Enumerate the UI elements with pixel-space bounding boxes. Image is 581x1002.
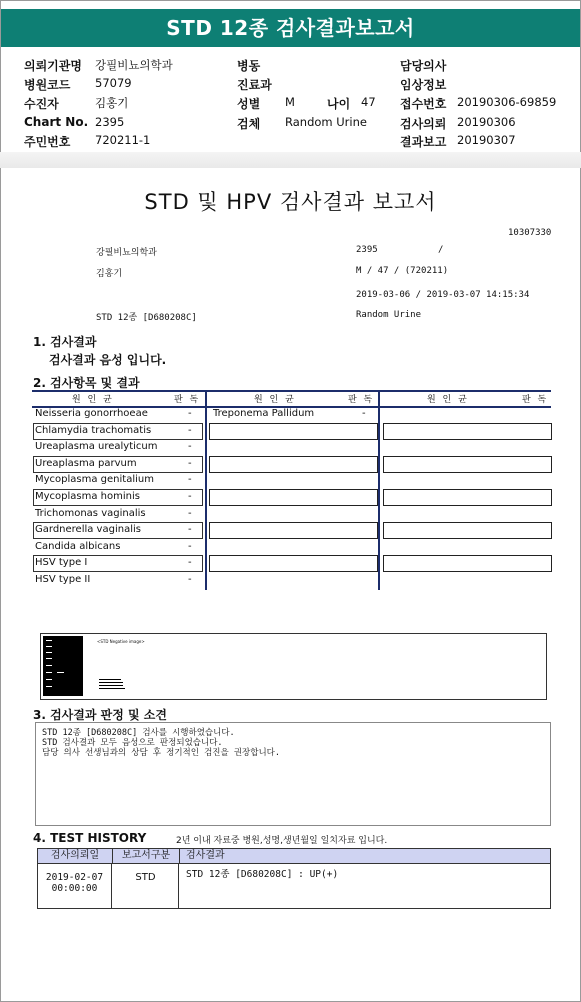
report-date-value: 20190307 — [457, 133, 516, 147]
organism-result: - — [188, 507, 192, 519]
organism-result: - — [188, 474, 192, 486]
empty-cell — [209, 423, 378, 440]
section1-title: 1. 검사결과 — [33, 335, 97, 349]
col-result: 검사결과 — [186, 850, 225, 861]
institution-value: 강필비뇨의학과 — [95, 58, 173, 72]
column-divider — [378, 392, 380, 590]
opinion-line: STD 12종 [D680208C] 검사를 시행하였습니다. — [42, 728, 235, 738]
report-title: STD 및 HPV 검사결과 보고서 — [144, 190, 437, 214]
organism-name: Ureaplasma urealyticum — [35, 441, 158, 453]
empty-cell — [209, 489, 378, 506]
organism-name: Chlamydia trachomatis — [35, 424, 152, 436]
section4-title: 4. TEST HISTORY — [33, 831, 147, 845]
organism-name: HSV type I — [35, 557, 88, 569]
specimen-value: Random Urine — [285, 115, 367, 129]
organism-name: Neisseria gonorrhoeae — [35, 408, 148, 419]
organism-name: HSV type II — [35, 574, 91, 585]
report-date-label: 결과보고 — [400, 135, 447, 149]
report-slash: / — [438, 245, 444, 255]
organism-name: Mycoplasma genitalium — [35, 474, 154, 486]
organism-result: - — [188, 408, 192, 419]
empty-cell — [383, 423, 552, 440]
chart-value: 2395 — [95, 115, 125, 129]
history-table — [37, 848, 551, 909]
organism-name-col2: Treponema Pallidum — [213, 408, 315, 419]
receiver-value: 김홍기 — [95, 96, 129, 110]
report-id: 10307330 — [508, 228, 552, 238]
sex-value: M — [285, 95, 295, 109]
organism-name: Mycoplasma hominis — [35, 491, 140, 502]
organism-name: Candida albicans — [35, 540, 121, 552]
history-date-day: 2019-02-07 — [45, 872, 104, 883]
ward-label: 병동 — [237, 59, 261, 73]
organism-result: - — [188, 491, 192, 502]
organism-name: Gardnerella vaginalis — [35, 524, 141, 536]
col-organism-1: 원 인 균 — [72, 395, 114, 405]
organism-result: - — [188, 574, 192, 585]
col-judge-2: 판 독 — [348, 395, 375, 405]
history-type: STD — [113, 864, 179, 908]
clinical-label: 임상정보 — [400, 78, 447, 92]
col-type: 보고서구분 — [113, 849, 180, 863]
hospital-code-value: 57079 — [95, 76, 132, 90]
empty-cell — [383, 522, 552, 539]
gel-image — [40, 633, 547, 700]
history-row — [38, 864, 550, 908]
organism-result: - — [188, 557, 192, 569]
report-name: 김홍기 — [96, 269, 123, 279]
opinion-box — [35, 722, 551, 826]
opinion-line: 담당 의사 선생님과의 상담 후 정기적인 검진을 권장합니다. — [42, 748, 281, 758]
specimen-label: 검체 — [237, 117, 261, 131]
organism-name: Ureaplasma parvum — [35, 457, 137, 469]
page-title: STD 12종 검사결과보고서 — [1, 9, 580, 47]
empty-cell — [209, 522, 378, 539]
organism-result: - — [188, 457, 192, 469]
empty-cell — [383, 489, 552, 506]
history-date-time: 00:00:00 — [51, 883, 98, 894]
request-label: 검사의뢰 — [400, 117, 447, 131]
doctor-label: 담당의사 — [400, 59, 447, 73]
col-date: 검사의뢰일 — [38, 849, 113, 863]
age-value: 47 — [361, 95, 376, 109]
chart-label: Chart No. — [24, 115, 89, 129]
report-clinic: 강필비뇨의학과 — [96, 248, 157, 258]
section-divider — [0, 152, 581, 168]
report-chart: 2395 — [356, 245, 378, 255]
hospital-code-label: 병원코드 — [24, 78, 71, 92]
gel-caption: <STD Negative image> — [97, 639, 145, 644]
organism-name: Trichomonas vaginalis — [35, 507, 146, 519]
section3-title: 3. 검사결과 판정 및 소견 — [33, 708, 167, 722]
request-value: 20190306 — [457, 115, 516, 129]
resident-label: 주민번호 — [24, 135, 71, 149]
col-judge-3: 판 독 — [522, 395, 549, 405]
institution-label: 의뢰기관명 — [24, 59, 82, 73]
empty-cell — [383, 456, 552, 473]
organism-result: - — [188, 524, 192, 536]
column-divider — [205, 392, 207, 590]
history-result: STD 12종 [D680208C] : UP(+) — [186, 869, 339, 880]
report-specimen: Random Urine — [356, 310, 422, 320]
col-judge-1: 판 독 — [174, 395, 201, 405]
report-test: STD 12종 [D680208C] — [96, 313, 197, 323]
receiver-label: 수진자 — [24, 97, 59, 111]
report-dates: 2019-03-06 / 2019-03-07 14:15:34 — [356, 290, 530, 300]
report-sex-age: M / 47 / (720211) — [356, 266, 449, 276]
history-date — [38, 864, 112, 908]
resident-value: 720211-1 — [95, 133, 151, 147]
col-organism-3: 원 인 균 — [427, 395, 469, 405]
organism-result: - — [188, 540, 192, 552]
organism-result-col2: - — [362, 408, 366, 419]
empty-cell — [383, 555, 552, 572]
receipt-value: 20190306-69859 — [457, 95, 557, 109]
organism-result: - — [188, 441, 192, 453]
history-note: 2년 이내 자료중 병원,성명,생년월일 일치자료 입니다. — [176, 836, 388, 846]
history-header — [38, 849, 550, 864]
section1-result: 검사결과 음성 입니다. — [49, 353, 167, 367]
results-table-header — [32, 390, 551, 408]
sex-label: 성별 — [237, 97, 261, 111]
empty-cell — [209, 555, 378, 572]
age-label: 나이 — [327, 97, 351, 111]
empty-cell — [209, 456, 378, 473]
organism-result: - — [188, 424, 192, 436]
receipt-label: 접수번호 — [400, 97, 447, 111]
opinion-line: STD 검사결과 모두 음성으로 판정되었습니다. — [42, 738, 223, 748]
section2-title: 2. 검사항목 및 결과 — [33, 376, 140, 390]
dept-label: 진료과 — [237, 78, 272, 92]
col-organism-2: 원 인 균 — [254, 395, 296, 405]
